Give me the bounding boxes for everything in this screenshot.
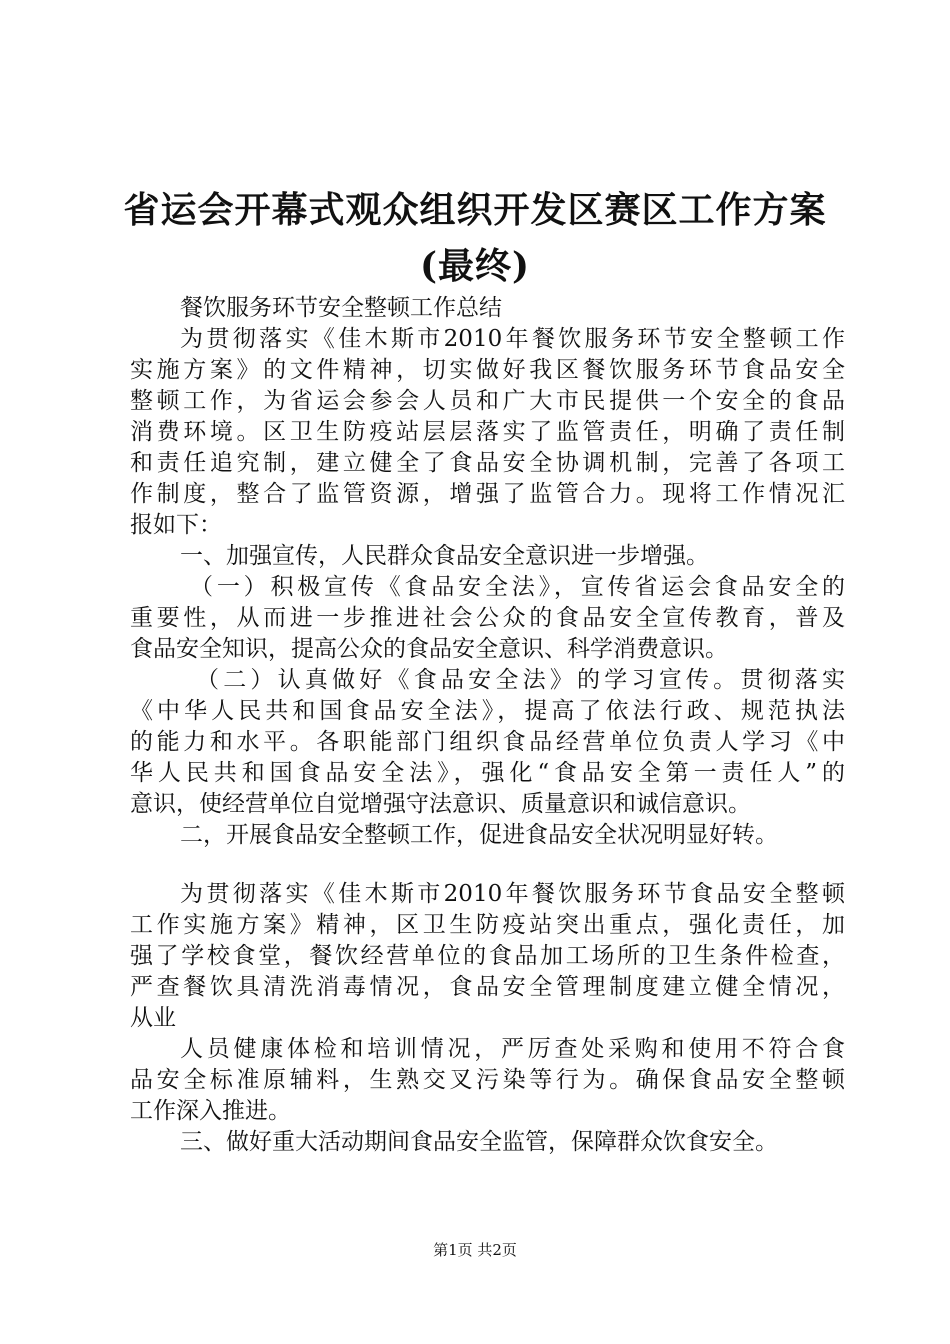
paragraph-gap — [130, 851, 845, 879]
document-body — [130, 293, 845, 1158]
section-heading: 餐饮服务环节安全整顿工作总结 — [180, 295, 502, 321]
paragraph-line: 的能力和水平。各职能部门组织食品经营单位负责人学习《中 — [130, 729, 845, 755]
paragraph-line: 和责任追究制，建立健全了食品安全协调机制，完善了各项工 — [130, 450, 845, 476]
paragraph-line: 强了学校食堂，餐饮经营单位的食品加工场所的卫生条件检查， — [130, 943, 845, 969]
paragraph-line: 华人民共和国食品安全法》，强化“食品安全第一责任人”的 — [130, 760, 845, 786]
paragraph-line: 重要性，从而进一步推进社会公众的食品安全宣传教育，普及 — [130, 605, 845, 631]
paragraph-line: 食品安全知识，提高公众的食品安全意识、科学消费意识。 — [130, 636, 728, 662]
paragraph-line: 意识，使经营单位自觉增强守法意识、质量意识和诚信意识。 — [130, 791, 751, 817]
paragraph-line: 从业 — [130, 1005, 176, 1031]
document-title-suffix: (最终) — [419, 245, 531, 287]
paragraph-line: 作制度，整合了监管资源，增强了监管合力。现将工作情况汇 — [130, 481, 845, 507]
paragraph-line: 严查餐饮具清洗消毒情况，食品安全管理制度建立健全情况， — [130, 974, 845, 1000]
paragraph-line: 为贯彻落实《佳木斯市2010年餐饮服务环节安全整顿工作 — [180, 326, 845, 352]
paragraph-line: 工作深入推进。 — [130, 1098, 291, 1124]
paragraph-line: （二）认真做好《食品安全法》的学习宣传。贯彻落实 — [196, 667, 845, 693]
paragraph-line: 《中华人民共和国食品安全法》，提高了依法行政、规范执法 — [130, 698, 845, 724]
page-footer: 第1页 共2页 — [433, 1241, 517, 1259]
paragraph-line: 整顿工作，为省运会参会人员和广大市民提供一个安全的食品 — [130, 388, 845, 414]
paragraph-line: 人员健康体检和培训情况，严厉查处采购和使用不符合食 — [180, 1036, 845, 1062]
paragraph-line: （一）积极宣传《食品安全法》，宣传省运会食品安全的 — [190, 574, 845, 600]
paragraph-line: 消费环境。区卫生防疫站层层落实了监管责任，明确了责任制 — [130, 419, 845, 445]
paragraph-line: 实施方案》的文件精神，切实做好我区餐饮服务环节食品安全 — [130, 357, 845, 383]
paragraph-line: 为贯彻落实《佳木斯市2010年餐饮服务环节食品安全整顿 — [180, 881, 845, 907]
document-title: 省运会开幕式观众组织开发区赛区工作方案 — [123, 189, 827, 231]
paragraph-line: 报如下： — [130, 512, 222, 538]
paragraph-line: 品安全标准原辅料，生熟交叉污染等行为。确保食品安全整顿 — [130, 1067, 845, 1093]
section-heading: 一、加强宣传，人民群众食品安全意识进一步增强。 — [180, 543, 709, 569]
paragraph-line: 工作实施方案》精神，区卫生防疫站突出重点，强化责任，加 — [130, 912, 845, 938]
section-heading: 三、做好重大活动期间食品安全监管，保障群众饮食安全。 — [180, 1129, 778, 1155]
section-heading: 二，开展食品安全整顿工作，促进食品安全状况明显好转。 — [180, 822, 778, 848]
